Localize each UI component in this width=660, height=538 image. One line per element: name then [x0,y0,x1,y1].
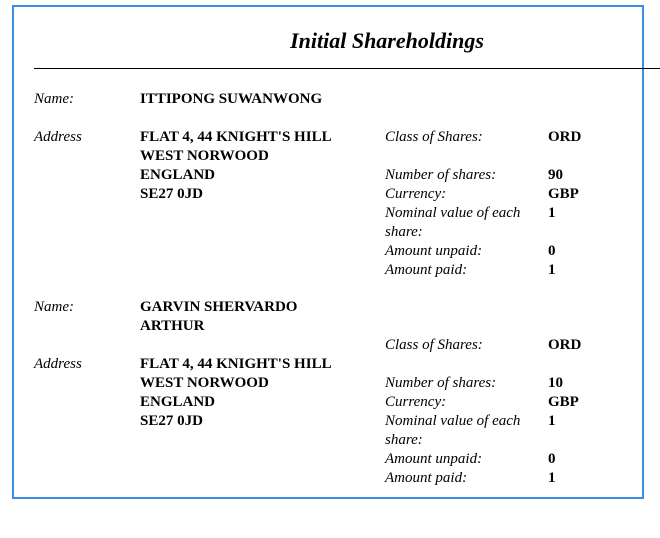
amount-paid-label: Amount paid: [385,470,468,486]
address-line: ENGLAND [140,394,216,410]
class-of-shares-label: Class of Shares: [385,337,483,353]
page-title: Initial Shareholdings [290,28,484,53]
number-of-shares-value: 90 [548,167,563,183]
amount-unpaid-label: Amount unpaid: [385,451,483,467]
number-of-shares-value: 10 [548,375,563,391]
address-line: WEST NORWOOD [140,148,269,164]
name-label: Name: [34,91,74,107]
shareholder-name-cont: ARTHUR [140,318,205,334]
nominal-value-value: 1 [548,205,556,221]
currency-label: Currency: [385,186,447,202]
amount-paid-label: Amount paid: [385,262,468,278]
currency-label: Currency: [385,394,447,410]
address-line: FLAT 4, 44 KNIGHT'S HILL [140,129,332,145]
amount-unpaid-value: 0 [548,451,556,467]
nominal-value-label-cont: share: [385,432,423,448]
nominal-value-value: 1 [548,413,556,429]
nominal-value-label: Nominal value of each [385,205,521,221]
class-of-shares-value: ORD [548,337,582,353]
address-line: FLAT 4, 44 KNIGHT'S HILL [140,356,332,372]
amount-paid-value: 1 [548,470,556,486]
nominal-value-label-cont: share: [385,224,423,240]
class-of-shares-value: ORD [548,129,582,145]
shareholder-name: ITTIPONG SUWANWONG [140,91,323,107]
title-divider [34,68,660,69]
address-line: ENGLAND [140,167,216,183]
nominal-value-label: Nominal value of each [385,413,521,429]
currency-value: GBP [548,186,579,202]
currency-value: GBP [548,394,579,410]
address-label: Address [34,356,82,372]
class-of-shares-label: Class of Shares: [385,129,483,145]
shareholder-name: GARVIN SHERVARDO [140,299,298,315]
address-line: SE27 0JD [140,413,203,429]
number-of-shares-label: Number of shares: [385,375,497,391]
name-label: Name: [34,299,74,315]
amount-paid-value: 1 [548,262,556,278]
amount-unpaid-label: Amount unpaid: [385,243,483,259]
address-label: Address [34,129,82,145]
amount-unpaid-value: 0 [548,243,556,259]
address-line: WEST NORWOOD [140,375,269,391]
address-line: SE27 0JD [140,186,203,202]
number-of-shares-label: Number of shares: [385,167,497,183]
